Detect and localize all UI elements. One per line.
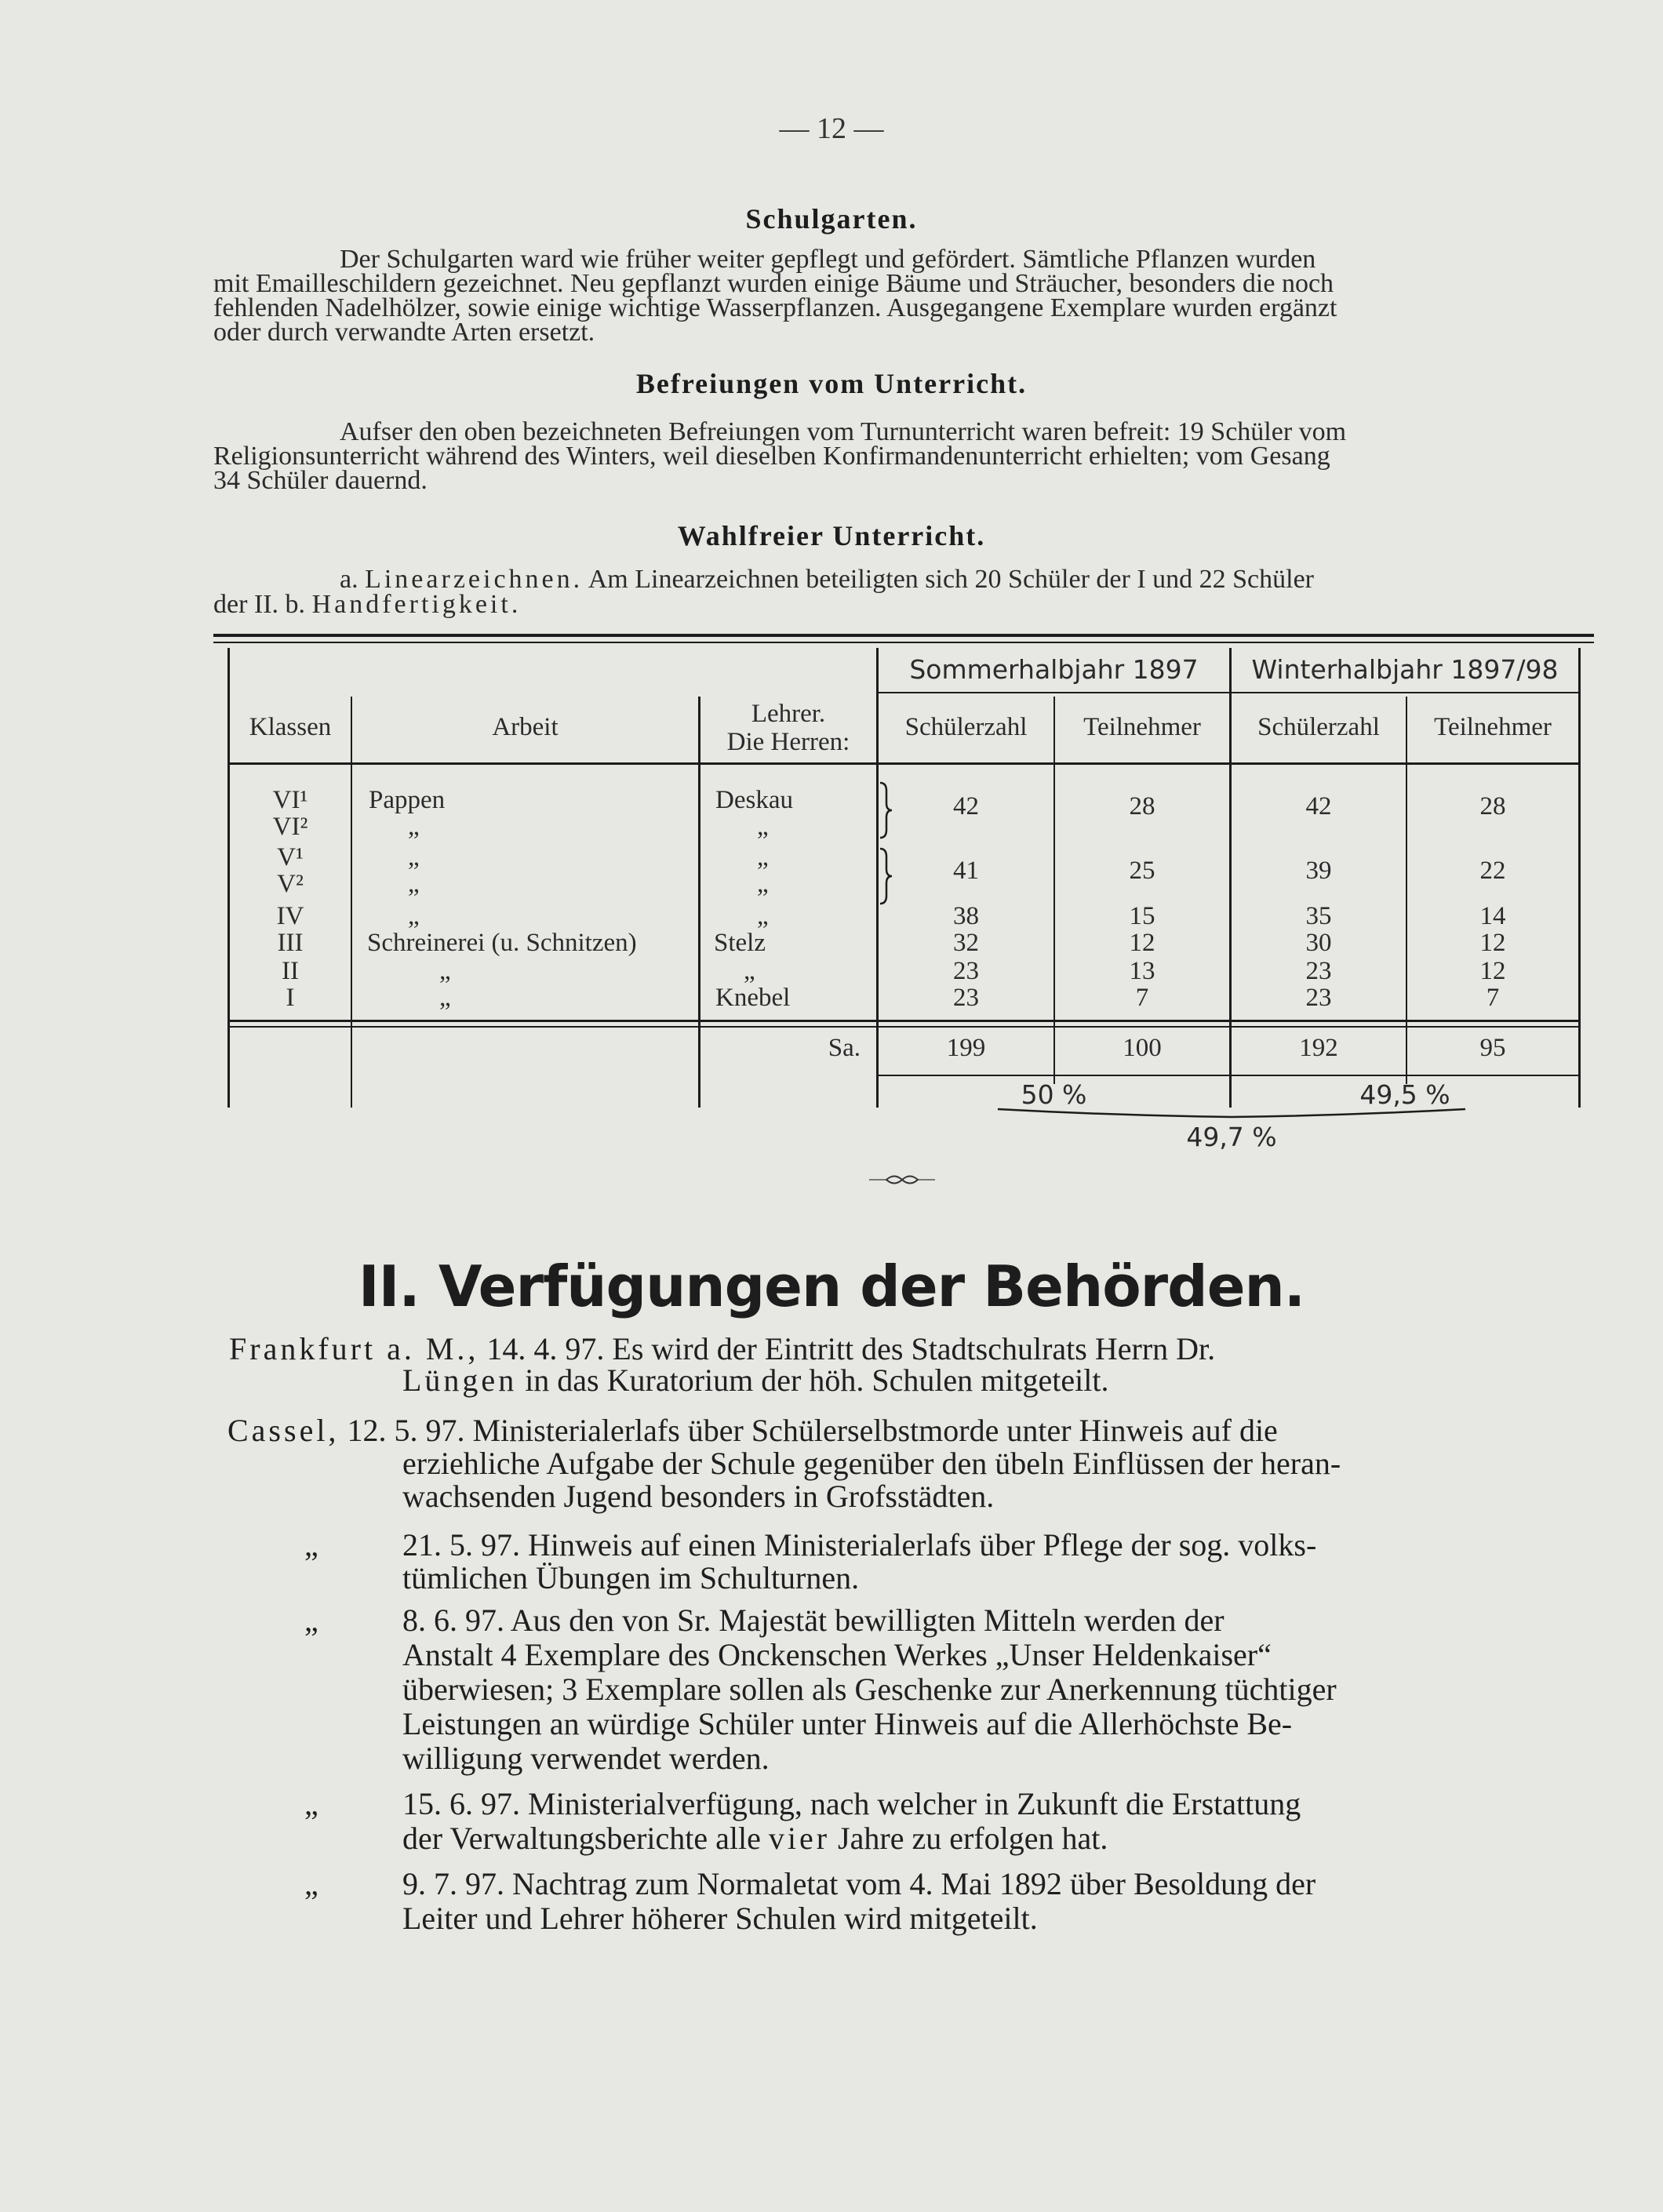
row-lehrer: „ [757,902,769,930]
entry-place: „ [304,1786,318,1821]
heading-befreiungen: Befreiungen vom Unterricht. [635,368,1028,399]
entry-text: Leistungen an würdige Schüler unter Hinweis auf die Allerhöchste Be- [402,1706,1293,1741]
entry-text: Nachtrag zum Normaletat vom 4. Mai 1892 über Besoldung der [512,1866,1316,1901]
header-winter-schuelerzahl: Schülerzahl [1257,713,1380,741]
value-winter-schueler: 23 [1305,984,1332,1012]
header-lehrer: Lehrer. [751,700,826,728]
entry-8-6-97 [402,1602,1225,1639]
entry-text: überwiesen; 3 Exemplare sollen als Geschenke zur Anerkennung tüchtiger [402,1672,1337,1707]
row-arbeit: „ [408,843,420,871]
value-winter-schueler: 35 [1305,902,1332,930]
row-arbeit: „ [439,984,451,1012]
row-klasse: VI¹ [272,786,308,814]
sum-winter-schueler: 192 [1299,1034,1338,1062]
entry-date: 12. 5. 97. [347,1413,465,1448]
schulgarten-line-1: Der Schulgarten ward wie früher weiter gepflegt und gefördert. Sämtliche Pflanzen wurden [340,245,1316,274]
entry-21-5-97 [402,1526,1316,1563]
header-die-herren: Die Herren: [726,728,850,756]
schulgarten-line-4: oder durch verwandte Arten ersetzt. [213,318,595,347]
row-lehrer: „ [757,813,769,841]
body-bottom-rule [227,1020,1581,1022]
row-lehrer: „ [757,843,769,871]
heading-schulgarten: Schulgarten. [745,203,918,235]
header-sommer-schuelerzahl: Schülerzahl [904,713,1028,741]
col-divider-klassen [351,697,352,1108]
row-klasse: III [277,929,304,957]
entry-date: 21. 5. 97. [402,1527,520,1563]
header-winterhalbjahr: Winterhalbjahr 1897/98 [1251,654,1559,685]
value-winter-schueler: 30 [1305,929,1332,957]
entry-text: erziehliche Aufgabe der Schule gegenüber den übeln Einflüssen der heran- [402,1446,1341,1481]
sum-bottom-rule [876,1075,1581,1076]
word-vier: vier [768,1821,831,1856]
sum-sommer-teilnehmer: 100 [1123,1034,1162,1062]
header-sommer-teilnehmer: Teilnehmer [1083,713,1201,741]
entry-15-6-97 [402,1785,1301,1822]
pct-sommer: 50 % [1021,1079,1087,1110]
value-sommer-teilnehmer: 12 [1129,929,1155,957]
value-winter-schueler: 39 [1305,857,1332,885]
wahlfrei-b: der II. b. [213,590,306,619]
header-klassen: Klassen [249,713,332,741]
row-arbeit: Pappen [369,786,446,814]
sum-label: Sa. [828,1034,861,1062]
value-sommer-schueler: 41 [953,857,979,885]
befreiungen-line-3: 34 Schüler dauernd. [213,466,428,495]
befreiungen-line-2: Religionsunterricht während des Winters, weil dieselben Konfirmandenunterricht erhielten; vom Gesang [213,442,1330,471]
entry-place: „ [304,1866,318,1901]
row-klasse: II [282,957,299,985]
value-sommer-teilnehmer: 28 [1129,792,1155,820]
header-winter-teilnehmer: Teilnehmer [1434,713,1552,741]
header-sommerhalbjahr: Sommerhalbjahr 1897 [909,654,1199,685]
value-winter-teilnehmer: 7 [1486,984,1500,1012]
entry-cassel [227,1412,1278,1449]
ornament-divider-icon [863,1170,941,1189]
value-winter-teilnehmer: 14 [1479,902,1506,930]
row-arbeit: Schreinerei (u. Schnitzen) [367,929,637,957]
entry-place: Frankfurt a. M., [229,1331,479,1366]
entry-text: wachsenden Jugend besonders in Grofsstädten. [402,1479,995,1514]
wahlfrei-a: a. [340,565,358,594]
row-arbeit: „ [408,870,420,898]
value-winter-teilnehmer: 22 [1479,857,1506,885]
row-lehrer: Knebel [715,984,791,1012]
pct-winter: 49,5 % [1359,1079,1450,1110]
header-arbeit: Arbeit [492,713,559,741]
entry-text: der Verwaltungsberichte alle [402,1821,761,1856]
value-sommer-schueler: 23 [953,957,979,985]
sum-winter-teilnehmer: 95 [1479,1034,1506,1062]
row-lehrer: Stelz [714,929,766,957]
entry-15-6-97-cont [402,1820,1108,1857]
entry-text: Ministerialerlafs über Schülerselbstmorde unter Hinweis auf die [472,1413,1278,1448]
entry-text: Ministerialverfügung, nach welcher in Zukunft die Erstattung [528,1786,1301,1821]
wahlfrei-line-2 [213,590,521,620]
entry-date: 14. 4. 97. [486,1331,605,1366]
entry-text: Hinweis auf einen Ministerialerlafs über Pflege der sog. volks- [528,1527,1317,1563]
combined-bracket-icon [996,1108,1467,1123]
entry-date: 8. 6. 97. [402,1603,504,1638]
value-sommer-schueler: 32 [953,929,979,957]
value-sommer-schueler: 23 [953,984,979,1012]
entry-text: Aus den von Sr. Majestät bewilligten Mitteln werden der [510,1603,1225,1638]
entry-place: „ [304,1603,318,1638]
heading-wahlfreier-unterricht: Wahlfreier Unterricht. [677,520,986,551]
entry-text: Jahre zu erfolgen hat. [838,1821,1108,1856]
value-winter-teilnehmer: 12 [1479,957,1506,985]
name-luengen: Lüngen [402,1362,518,1398]
value-sommer-schueler: 38 [953,902,979,930]
wahlfrei-line-1-rest: Am Linearzeichnen beteiligten sich 20 Schüler der I und 22 Schüler [588,565,1315,594]
row-lehrer: Deskau [715,786,793,814]
entry-text: Es wird der Eintritt des Stadtschulrats Herrn Dr. [612,1331,1216,1366]
entry-date: 15. 6. 97. [402,1786,520,1821]
row-klasse: IV [276,902,304,930]
row-klasse: I [286,984,295,1012]
header-bottom-rule [227,762,1581,765]
value-sommer-teilnehmer: 25 [1129,857,1155,885]
row-klasse: VI² [272,813,308,841]
entry-text: tümlichen Übungen im Schulturnen. [402,1560,860,1595]
entry-date: 9. 7. 97. [402,1866,504,1901]
value-winter-schueler: 42 [1305,792,1332,820]
value-sommer-schueler: 42 [953,792,979,820]
value-winter-teilnehmer: 28 [1479,792,1506,820]
entry-text: in das Kuratorium der höh. Schulen mitgeteilt. [525,1362,1109,1398]
wahlfrei-handfertigkeit: Handfertigkeit. [311,590,522,619]
entry-place: Cassel, [227,1413,340,1448]
row-klasse: V¹ [277,843,304,871]
entry-frankfurt-cont [402,1362,1108,1399]
pct-total: 49,7 % [1186,1122,1277,1152]
row-klasse: V² [277,870,304,898]
row-arbeit: „ [439,957,451,985]
table-top-rule-thin [213,642,1594,643]
entry-text: Anstalt 4 Exemplare des Onckenschen Werkes „Unser Heldenkaiser“ [402,1637,1272,1672]
schulgarten-line-2: mit Emailleschildern gezeichnet. Neu gepflanzt wurden einige Bäume und Sträucher, besonders die noch [213,269,1334,298]
row-lehrer: „ [757,870,769,898]
entry-text: willigung verwendet werden. [402,1741,770,1776]
group-header-rule [876,692,1581,693]
row-arbeit: „ [408,813,420,841]
wahlfrei-linearzeichnen: Linearzeichnen. [365,565,584,594]
sum-sommer-schueler: 199 [946,1034,986,1062]
value-sommer-teilnehmer: 13 [1129,957,1155,985]
value-winter-teilnehmer: 12 [1479,929,1506,957]
table-right-border [1578,648,1581,1108]
row-arbeit: „ [408,902,420,930]
value-sommer-teilnehmer: 15 [1129,902,1155,930]
schulgarten-line-3: fehlenden Nadelhölzer, sowie einige wichtige Wasserpflanzen. Ausgegangene Exemplare wurden ergänzt [213,293,1337,322]
section-title: II. Verfügungen der Behörden. [358,1253,1305,1319]
entry-place: „ [304,1527,318,1563]
body-bottom-rule-thin [227,1026,1581,1028]
table-top-rule [213,634,1594,637]
value-winter-schueler: 23 [1305,957,1332,985]
row-lehrer: „ [744,957,755,985]
page-number: — 12 — [779,112,884,145]
value-sommer-teilnehmer: 7 [1135,984,1149,1012]
entry-9-7-97 [402,1865,1315,1902]
befreiungen-line-1: Aufser den oben bezeichneten Befreiungen vom Turnunterricht waren befreit: 19 Schüler vom [340,417,1347,446]
entry-text: Leiter und Lehrer höherer Schulen wird mitgeteilt. [402,1901,1038,1936]
